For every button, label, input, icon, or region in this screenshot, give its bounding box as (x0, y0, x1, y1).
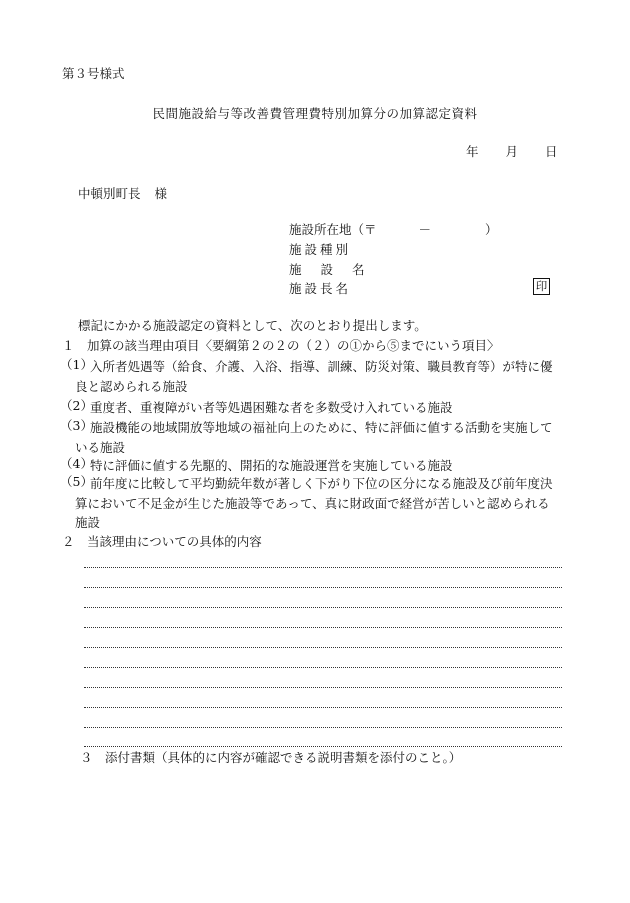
entry-line[interactable] (84, 746, 562, 747)
item-number: （4） (60, 456, 93, 471)
item-number: （3） (60, 418, 93, 433)
item-text-line: 特に評価に値する先駆的、開拓的な施設運営を実施している施設 (90, 458, 453, 473)
reason-item-4 (60, 456, 568, 476)
item-text-line: 算において不足金が生じた施設等であって、真に財政面で経営が苦しいと認められる (75, 495, 550, 511)
facility-name-label-b: 設 (320, 262, 334, 277)
date-year-label: 年 (466, 144, 479, 159)
intro-text: 標記にかかる施設認定の資料として、次のとおり提出します。 (78, 318, 427, 333)
document-title: 民間施設給与等改善費管理費特別加算分の加算認定資料 (152, 106, 478, 121)
section-3-heading: ３ 添付書類（具体的に内容が確認できる説明書類を添付のこと。） (80, 750, 462, 765)
item-text-line: 施設機能の地域開放等地域の福祉向上のために、特に評価に値する活動を実施して (90, 420, 553, 435)
postal-dash: － (418, 222, 432, 237)
entry-line[interactable] (84, 647, 562, 648)
section-1-heading: １ 加算の該当理由項目〈要綱第２の２の（２）の①から⑤までにいう項目〉 (62, 338, 500, 353)
date-day-label: 日 (545, 144, 558, 159)
item-text-line: 重度者、重複障がい者等処遇困難な者を多数受け入れている施設 (90, 400, 453, 415)
item-number: （5） (60, 474, 93, 489)
facility-address-label: 施設所在地（〒 (289, 222, 377, 237)
entry-line[interactable] (84, 627, 562, 628)
facility-name-label-a: 施 (289, 262, 302, 277)
entry-line[interactable] (84, 707, 562, 708)
date-month-label: 月 (505, 144, 519, 159)
entry-line[interactable] (84, 667, 562, 668)
facility-name-label-c: 名 (352, 262, 365, 277)
entry-line[interactable] (84, 567, 562, 568)
seal-mark: 印 (533, 278, 550, 295)
item-text-line: 良と認められる施設 (75, 378, 188, 394)
entry-line[interactable] (84, 727, 562, 728)
facility-address-field[interactable] (289, 222, 498, 238)
item-text-line: 施設 (75, 515, 101, 530)
facility-head-label: 施設長名 (289, 281, 352, 296)
facility-head-field[interactable] (289, 281, 351, 297)
entry-line[interactable] (84, 587, 562, 588)
addressee (78, 186, 167, 202)
addressee-suffix: 様 (154, 186, 168, 201)
entry-line[interactable] (84, 687, 562, 688)
facility-type-label: 施設種別 (289, 242, 352, 257)
item-number: （1） (60, 357, 93, 372)
postal-close: ） (485, 222, 498, 237)
section-2-heading: ２ 当該理由についての具体的内容 (62, 534, 262, 549)
reason-item-2 (60, 398, 568, 418)
form-number: 第３号様式 (62, 66, 125, 81)
item-text-line: いる施設 (75, 439, 126, 455)
entry-line[interactable] (84, 607, 562, 608)
facility-type-field[interactable] (289, 242, 351, 258)
date-line (466, 144, 558, 160)
item-number: （2） (60, 398, 93, 413)
reason-item-5 (60, 474, 568, 533)
item-text-line: 前年度に比較して平均勤続年数が著しく下がり下位の区分になる施設及び前年度決 (90, 476, 553, 491)
facility-name-field[interactable] (289, 262, 365, 278)
reason-item-1 (60, 357, 568, 396)
addressee-name: 中頓別町長 (78, 186, 141, 201)
reason-item-3 (60, 418, 568, 457)
item-text-line: 入所者処遇等（給食、介護、入浴、指導、訓練、防災対策、職員教育等）が特に優 (90, 359, 553, 374)
